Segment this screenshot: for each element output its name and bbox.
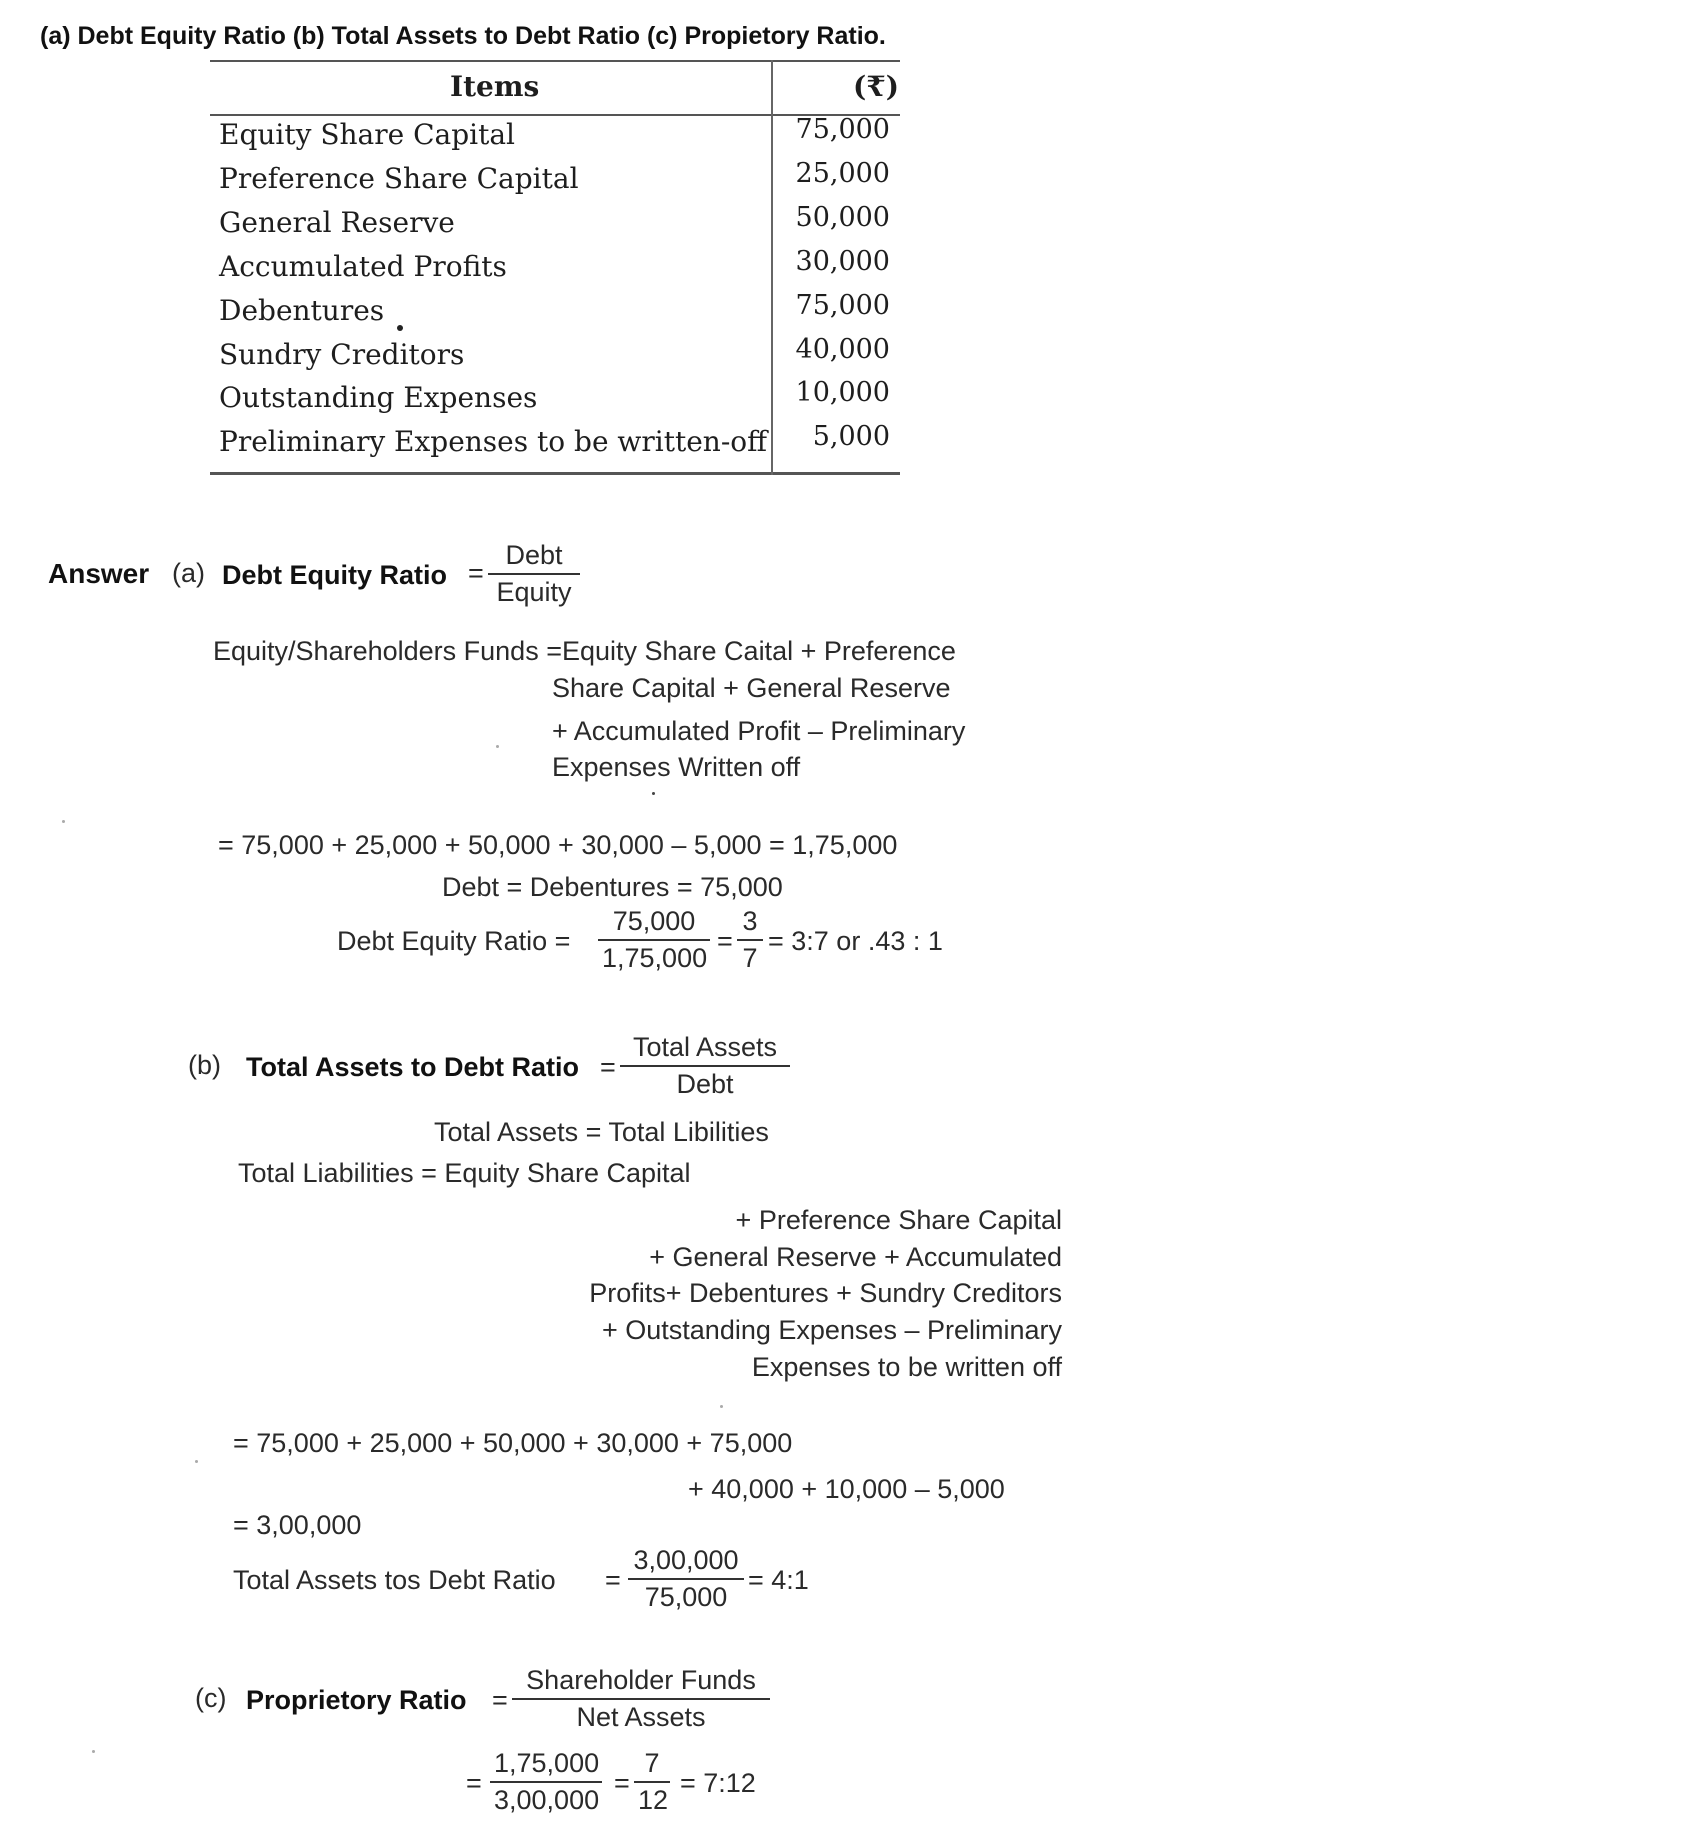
debt-equity-ratio-label: Debt Equity Ratio = [337,926,571,956]
part-a-formula-denominator: Equity [496,577,572,607]
funds-definition-line-3: + Accumulated Profit – Preliminary [552,716,966,746]
table-row-amount: 75,000 [795,290,890,321]
scan-speck [652,792,655,795]
table-row-item: Preliminary Expenses to be written-off [219,425,768,458]
table-column-divider [771,60,773,475]
funds-definition-line-1: Equity/Shareholders Funds =Equity Share Caital + Preference [213,636,956,666]
total-liabilities-line-2: + Preference Share Capital [735,1205,1062,1235]
table-row-item: General Reserve [219,206,455,239]
part-c-marker: (c) [195,1683,227,1713]
total-assets-debt-ratio-label: Total Assets tos Debt Ratio [233,1565,556,1595]
funds-definition-line-4: Expenses Written off [552,752,801,782]
table-header-items: Items [450,70,540,103]
table-bottom-rule [210,472,900,475]
table-row-amount: 30,000 [795,246,890,277]
total-liabilities-total: = 3,00,000 [233,1510,362,1540]
part-c-formula-numerator: Shareholder Funds [512,1665,770,1700]
debt-equity-simplified-fraction [737,906,763,974]
debt-equity-fraction [598,906,710,974]
debt-equity-simplified-numerator: 3 [737,906,763,941]
part-c-title: Proprietory Ratio [246,1685,467,1715]
proprietory-simplified-denominator: 12 [638,1785,669,1815]
answer-label: Answer [48,558,150,589]
debt-equity-denominator: 1,75,000 [602,943,708,973]
total-liabilities-calculation-1: = 75,000 + 25,000 + 50,000 + 30,000 + 75,000 [233,1428,793,1458]
total-liabilities-line-6: Expenses to be written off [751,1352,1062,1382]
table-row-item: Preference Share Capital [219,162,579,195]
part-a-equals: = [468,558,484,588]
part-b-equals: = [600,1052,616,1082]
debt-equity-equals: = [717,926,733,956]
table-row-amount: 50,000 [795,202,890,233]
table-row-item: Equity Share Capital [219,118,515,151]
proprietory-leading-equals: = [466,1768,482,1798]
proprietory-simplified-numerator: 7 [634,1748,670,1783]
table-row-item: Debentures [219,294,385,327]
part-b-formula-denominator: Debt [676,1069,734,1099]
part-a-formula-fraction [488,540,580,608]
table-row-item: Outstanding Expenses [219,381,538,414]
proprietory-numerator: 1,75,000 [490,1748,602,1783]
total-assets-definition: Total Assets = Total Libilities [434,1117,769,1147]
balance-items-table [210,60,900,475]
part-a-marker: (a) [172,558,205,588]
funds-calculation: = 75,000 + 25,000 + 50,000 + 30,000 – 5,000 = 1,75,000 [218,830,898,860]
debt-equity-simplified-denominator: 7 [742,943,758,973]
proprietory-denominator: 3,00,000 [494,1785,600,1815]
table-row-item: Accumulated Profits [219,250,507,283]
total-assets-debt-equals: = [605,1565,621,1595]
proprietory-simplified-fraction [634,1748,670,1816]
debt-definition: Debt = Debentures = 75,000 [442,872,783,902]
total-liabilities-line-5: + Outstanding Expenses – Preliminary [602,1315,1062,1345]
total-liabilities-calculation-2: + 40,000 + 10,000 – 5,000 [688,1474,1005,1504]
table-row-item: Sundry Creditors [219,338,465,371]
table-top-rule [210,60,900,62]
debt-equity-result: = 3:7 or .43 : 1 [768,926,943,956]
part-c-equals: = [492,1685,508,1715]
total-liabilities-line-1: Total Liabilities = Equity Share Capital [238,1158,691,1188]
table-row-amount: 10,000 [795,377,890,408]
total-liabilities-line-3: + General Reserve + Accumulated [649,1242,1062,1272]
table-row-amount: 5,000 [812,421,890,452]
part-b-marker: (b) [188,1050,221,1080]
total-assets-debt-numerator: 3,00,000 [628,1545,744,1580]
scan-speck [720,1405,723,1408]
scan-speck [195,1460,198,1463]
proprietory-result: = 7:12 [680,1768,756,1798]
scan-speck [397,325,403,331]
proprietory-equals: = [614,1768,630,1798]
part-b-formula-numerator: Total Assets [620,1032,790,1067]
proprietory-fraction [490,1748,602,1816]
part-c-formula-fraction [512,1665,770,1733]
question-heading: (a) Debt Equity Ratio (b) Total Assets to Debt Ratio (c) Propietory Ratio. [40,22,886,50]
part-c-formula-denominator: Net Assets [576,1702,706,1732]
table-header-amount: (₹) [853,70,899,103]
debt-equity-numerator: 75,000 [598,906,710,941]
scan-speck [496,745,499,748]
part-a-title: Debt Equity Ratio [222,560,448,590]
scan-speck [62,820,65,823]
table-row-amount: 75,000 [795,114,890,145]
total-assets-debt-denominator: 75,000 [644,1582,728,1612]
table-row-amount: 40,000 [795,334,890,365]
total-liabilities-line-4: Profits+ Debentures + Sundry Creditors [589,1278,1062,1308]
table-row-amount: 25,000 [795,158,890,189]
part-b-title: Total Assets to Debt Ratio [246,1052,580,1082]
scan-speck [92,1750,95,1753]
part-a-formula-numerator: Debt [488,540,580,575]
funds-definition-line-2: Share Capital + General Reserve [552,673,951,703]
part-b-formula-fraction [620,1032,790,1100]
total-assets-debt-fraction [628,1545,744,1613]
total-assets-debt-result: = 4:1 [748,1565,809,1595]
